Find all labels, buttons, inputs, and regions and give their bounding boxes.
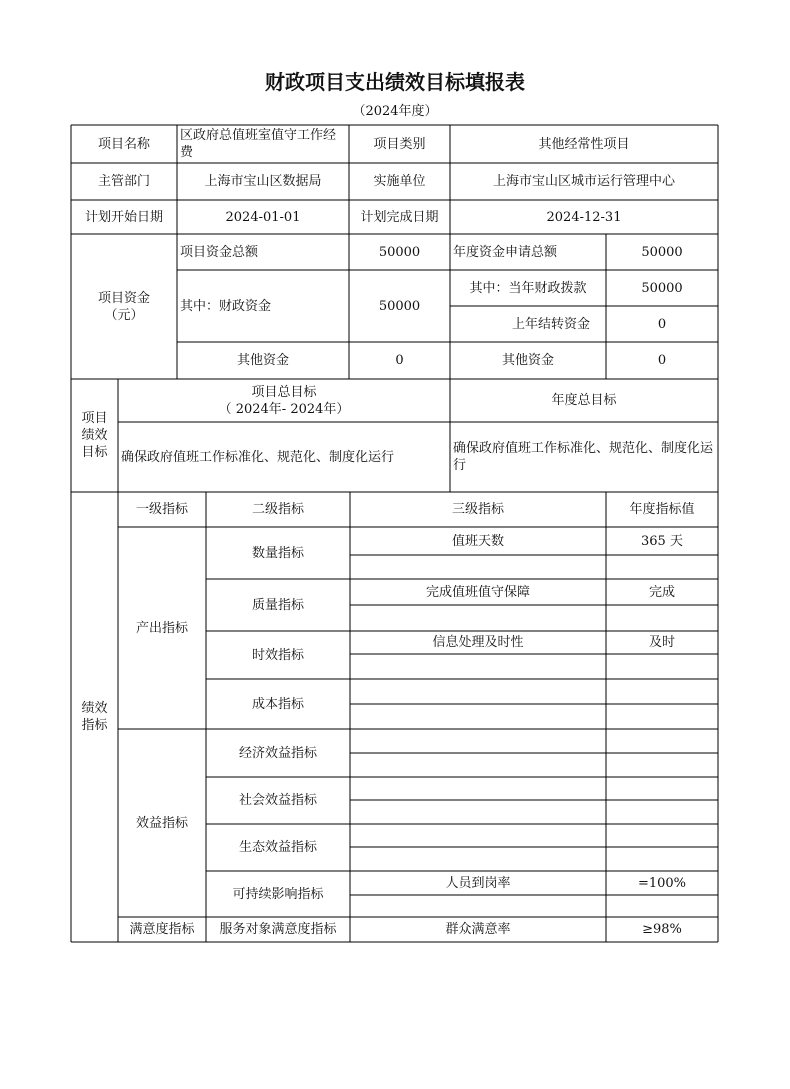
header-level2: 二级指标 [251, 502, 304, 517]
annual-goal-label: 年度总目标 [551, 393, 617, 408]
other-funds-label: 其他资金 [236, 353, 289, 368]
overall-goal-text: 确保政府值班工作标准化、规范化、制度化运行 [121, 449, 395, 465]
timeliness-item: 信息处理及时性 [432, 635, 524, 650]
funds-label: 项目资金 （元） [97, 290, 150, 323]
current-year-funds-label: 其中：当年财政拨款 [469, 280, 587, 296]
timeliness-value: 及时 [648, 635, 675, 650]
project-name-label: 项目名称 [97, 136, 150, 152]
dept-value: 上海市宝山区数据局 [204, 174, 322, 189]
timeliness-indicator-label: 时效指标 [251, 647, 304, 663]
benefit-indicators-label: 效益指标 [135, 815, 188, 831]
carryover-funds-label: 上年结转资金 [511, 316, 590, 332]
satisfaction-sub-label: 服务对象满意度指标 [219, 922, 337, 937]
economic-indicator-label: 经济效益指标 [238, 745, 317, 761]
quality-item: 完成值班值守保障 [425, 584, 530, 600]
social-indicator-label: 社会效益指标 [238, 793, 317, 808]
fiscal-funds-value: 50000 [378, 298, 421, 314]
form-title: 财政项目支出绩效目标填报表 [265, 70, 525, 94]
output-indicators-label: 产出指标 [135, 620, 188, 636]
performance-indicators-label: 绩效 指标 [81, 701, 108, 733]
total-funds-label: 项目资金总额 [180, 244, 259, 260]
quality-indicator-label: 质量指标 [251, 597, 304, 613]
other-funds-value-2: 0 [657, 353, 667, 368]
sustainable-indicator-label: 可持续影响指标 [232, 886, 324, 902]
project-category-label: 项目类别 [373, 136, 426, 152]
sustainable-item: 人员到岗率 [445, 875, 511, 891]
impl-value: 上海市宝山区城市运行管理中心 [492, 174, 675, 189]
year-note: （2024年度） [352, 104, 438, 119]
start-date-value: 2024-01-01 [225, 209, 301, 225]
carryover-funds-value: 0 [657, 316, 667, 332]
header-level1: 一级指标 [135, 502, 188, 517]
header-level3: 三级指标 [451, 502, 504, 517]
project-category-value: 其他经常性项目 [538, 136, 630, 152]
header-value: 年度指标值 [629, 502, 695, 517]
annual-funds-label: 年度资金申请总额 [453, 244, 558, 260]
sustainable-value: =100% [637, 875, 687, 891]
quantity-value: 365 天 [641, 533, 683, 549]
satisfaction-item: 群众满意率 [445, 922, 511, 937]
other-funds-value: 0 [395, 353, 404, 368]
impl-label: 实施单位 [373, 174, 426, 189]
ecological-indicator-label: 生态效益指标 [238, 840, 317, 855]
quantity-indicator-label: 数量指标 [251, 545, 304, 561]
cost-indicator-label: 成本指标 [251, 696, 304, 712]
annual-funds-value: 50000 [641, 244, 683, 260]
quantity-item: 值班天数 [451, 533, 504, 549]
fiscal-funds-label: 其中：财政资金 [180, 298, 272, 314]
overall-goal-label: 项目总目标 （ 2024年- 2024年） [218, 384, 350, 417]
end-date-value: 2024-12-31 [546, 209, 622, 225]
dept-label: 主管部门 [97, 174, 150, 189]
annual-goal-text: 确保政府值班工作标准化、规范化、制度化运行 [453, 441, 714, 473]
other-funds-label-2: 其他资金 [501, 353, 554, 368]
current-year-funds-value: 50000 [641, 280, 683, 296]
satisfaction-value: ≥98% [642, 922, 682, 937]
end-date-label: 计划完成日期 [360, 209, 439, 225]
total-funds-value: 50000 [378, 244, 421, 260]
satisfaction-indicators-label: 满意度指标 [129, 922, 195, 937]
project-name-value: 区政府总值班室值守工作经费 [180, 128, 337, 160]
start-date-label: 计划开始日期 [84, 209, 163, 225]
performance-goals-label: 项目 绩效 目标 [81, 411, 108, 460]
quality-value: 完成 [648, 584, 675, 600]
